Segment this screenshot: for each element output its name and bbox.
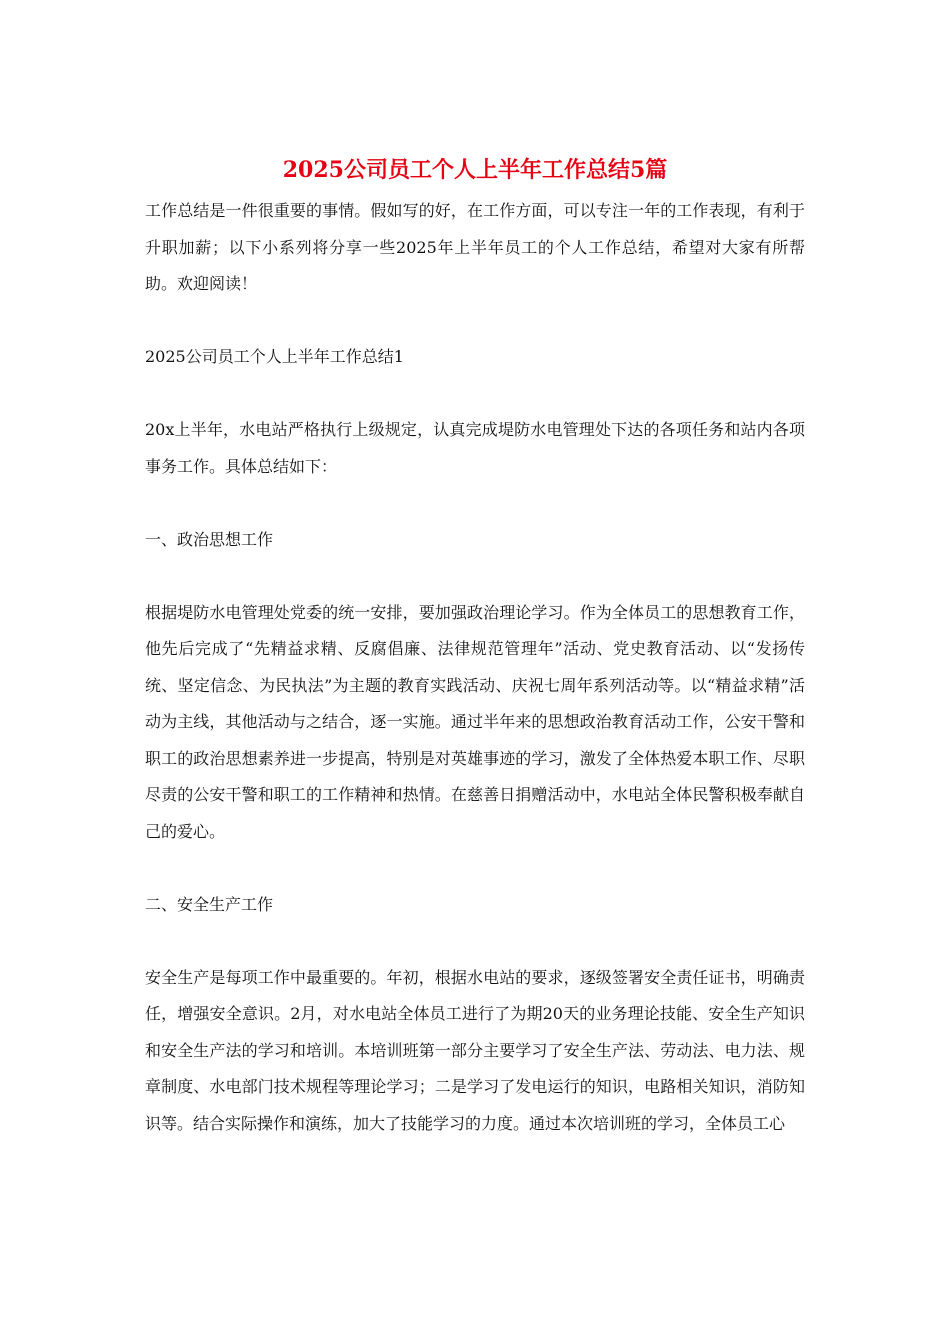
political-work-paragraph: 根据堤防水电管理处党委的统一安排，要加强政治理论学习。作为全体员工的思想教育工作，他先后完成了“先精益求精、反腐倡廉、法律规范管理年”活动、党史教育活动、以“发扬传统、坚定信念、为民执法”为主题的教育实践活动、庆祝七周年系列活动等。以“精益求精”活动为主线，其他活动与之结合，逐一实施。通过半年来的思想政治教育活动工作，公安干警和职工的政治思想素养进一步提高，特别是对英雄事迹的学习，激发了全体热爱本职工作、尽职尽责的公安干警和职工的工作精神和热情。在慈善日捐赠活动中，水电站全体民警积极奉献自己的爱心。 (145, 602, 805, 841)
summary-1-intro-paragraph: 20x上半年，水电站严格执行上级规定，认真完成堤防水电管理处下达的各项任务和站内各项事务工作。具体总结如下： (145, 420, 805, 476)
section-heading-summary-1: 2025公司员工个人上半年工作总结1 (145, 347, 404, 366)
paragraph-gap (145, 485, 805, 522)
document-title: 2025公司员工个人上半年工作总结5篇 (282, 157, 668, 183)
paragraph-gap (145, 923, 805, 960)
paragraph-gap (145, 376, 805, 413)
paragraph-gap (145, 558, 805, 595)
document-body (145, 193, 805, 1142)
section-heading-political-work: 一、政治思想工作 (145, 529, 274, 549)
intro-paragraph: 工作总结是一件很重要的事情。假如写的好，在工作方面，可以专注一年的工作表现，有利于升职加薪；以下小系列将分享一些2025年上半年员工的个人工作总结，希望对大家有所帮助。欢迎阅读！ (145, 201, 805, 293)
safety-work-paragraph: 安全生产是每项工作中最重要的。年初，根据水电站的要求，逐级签署安全责任证书，明确责任，增强安全意识。2月，对水电站全体员工进行了为期20天的业务理论技能、安全生产知识和安全生产法的学习和培训。本培训班第一部分主要学习了安全生产法、劳动法、电力法、规章制度、水电部门技术规程等理论学习；二是学习了发电运行的知识，电路相关知识，消防知识等。结合实际操作和演练，加大了技能学习的力度。通过本次培训班的学习，全体员工心 (145, 967, 805, 1133)
section-heading-safety-work: 二、安全生产工作 (145, 894, 274, 914)
paragraph-gap (145, 850, 805, 887)
paragraph-gap (145, 303, 805, 340)
